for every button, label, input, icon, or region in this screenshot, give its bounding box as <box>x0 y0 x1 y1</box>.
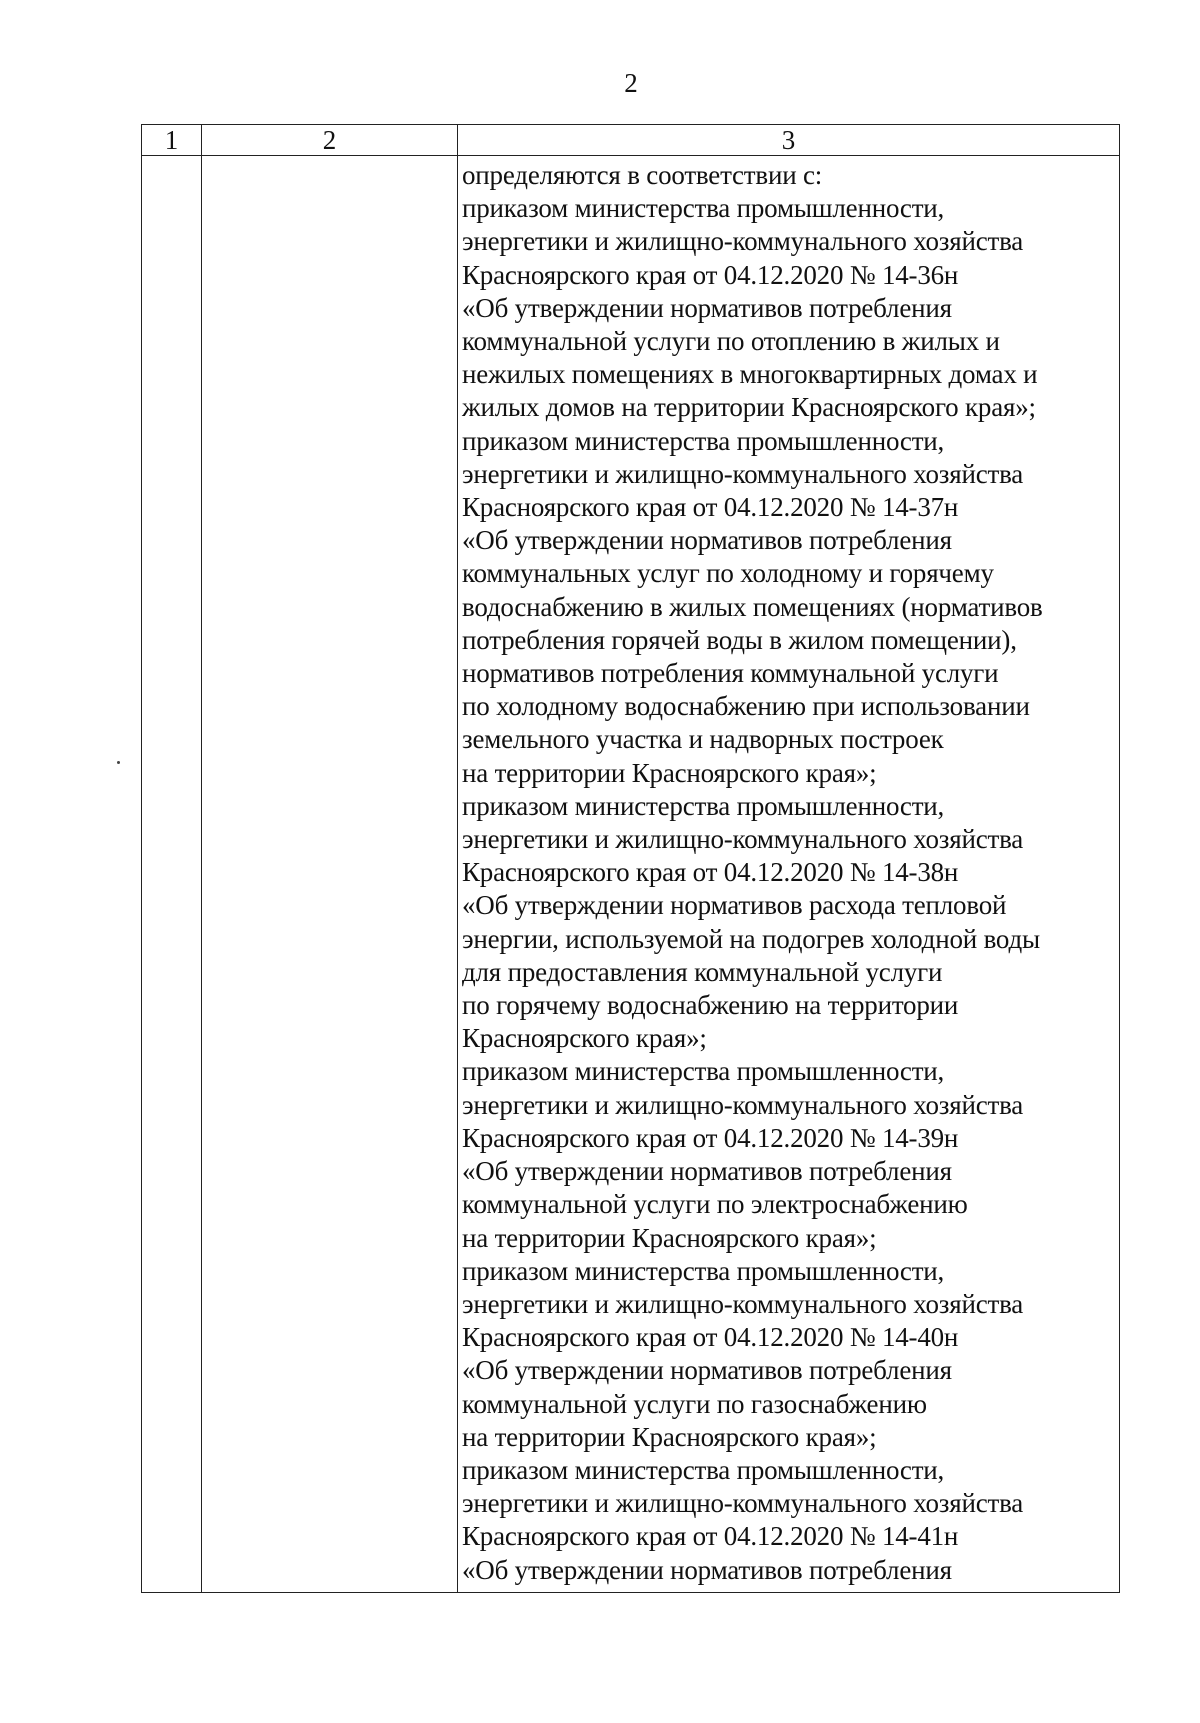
cell-column-3 <box>458 156 1120 1593</box>
text-line: на территории Красноярского края»; <box>462 1421 877 1452</box>
text-line: Красноярского края от 04.12.2020 № 14-40н <box>462 1322 959 1353</box>
text-line: приказом министерства промышленности, <box>462 425 945 456</box>
text-line: Красноярского края от 04.12.2020 № 14-39н <box>462 1122 959 1153</box>
text-line: Красноярского края»; <box>462 1023 707 1054</box>
page-number: 2 <box>624 68 638 98</box>
text-line: энергетики и жилищно-коммунального хозяйства <box>462 1089 1024 1120</box>
text-line: энергетики и жилищно-коммунального хозяйства <box>462 824 1024 855</box>
margin-mark <box>117 761 120 764</box>
text-line: «Об утверждении нормативов потребления <box>462 1156 952 1187</box>
text-line: приказом министерства промышленности, <box>462 1454 945 1485</box>
text-line: Красноярского края от 04.12.2020 № 14-38н <box>462 857 959 888</box>
text-line: коммунальной услуги по отоплению в жилых и <box>462 326 1000 357</box>
text-line: по холодному водоснабжению при использовании <box>462 691 1030 722</box>
text-line: на территории Красноярского края»; <box>462 1222 877 1253</box>
text-line: приказом министерства промышленности, <box>462 1255 945 1286</box>
text-line: энергетики и жилищно-коммунального хозяйства <box>462 458 1024 489</box>
text-line: «Об утверждении нормативов потребления <box>462 525 952 556</box>
text-line: земельного участка и надворных построек <box>462 724 944 755</box>
text-line: приказом министерства промышленности, <box>462 1056 945 1087</box>
text-line: на территории Красноярского края»; <box>462 757 877 788</box>
text-line: «Об утверждении нормативов потребления <box>462 1554 952 1585</box>
document-table <box>141 124 1120 1593</box>
text-line: жилых домов на территории Красноярского края»; <box>462 392 1036 423</box>
text-line: «Об утверждении нормативов расхода тепловой <box>462 890 1007 921</box>
text-line: Красноярского края от 04.12.2020 № 14-37н <box>462 492 959 523</box>
table-header-row <box>142 125 1120 156</box>
text-line: приказом министерства промышленности, <box>462 790 945 821</box>
text-line: энергии, используемой на подогрев холодной воды <box>462 923 1040 954</box>
column-header-2: 2 <box>202 125 458 156</box>
text-line: определяются в соответствии с: <box>462 160 823 190</box>
text-line: водоснабжению в жилых помещениях (нормативов <box>462 591 1043 622</box>
cell-column-1 <box>142 156 202 1593</box>
text-line: приказом министерства промышленности, <box>462 193 945 224</box>
text-line: энергетики и жилищно-коммунального хозяйства <box>462 1488 1024 1519</box>
text-line: Красноярского края от 04.12.2020 № 14-36н <box>462 259 959 290</box>
cell-text-block <box>458 156 1119 1587</box>
table-row <box>142 156 1120 1593</box>
text-line: по горячему водоснабжению на территории <box>462 990 959 1021</box>
text-line: потребления горячей воды в жилом помещении), <box>462 624 1017 655</box>
text-line: коммунальной услуги по электроснабжению <box>462 1189 968 1220</box>
column-header-1: 1 <box>142 125 202 156</box>
text-line: энергетики и жилищно-коммунального хозяйства <box>462 1288 1024 1319</box>
text-line: нормативов потребления коммунальной услуги <box>462 658 999 689</box>
text-line: Красноярского края от 04.12.2020 № 14-41н <box>462 1521 959 1552</box>
cell-column-2 <box>202 156 458 1593</box>
text-line: коммунальных услуг по холодному и горячему <box>462 558 994 589</box>
text-line: «Об утверждении нормативов потребления <box>462 1355 952 1386</box>
column-header-3: 3 <box>458 125 1120 156</box>
text-line: энергетики и жилищно-коммунального хозяйства <box>462 226 1024 257</box>
text-line: для предоставления коммунальной услуги <box>462 956 943 987</box>
text-line: коммунальной услуги по газоснабжению <box>462 1388 927 1419</box>
text-line: нежилых помещениях в многоквартирных домах и <box>462 359 1038 390</box>
text-line: «Об утверждении нормативов потребления <box>462 292 952 323</box>
